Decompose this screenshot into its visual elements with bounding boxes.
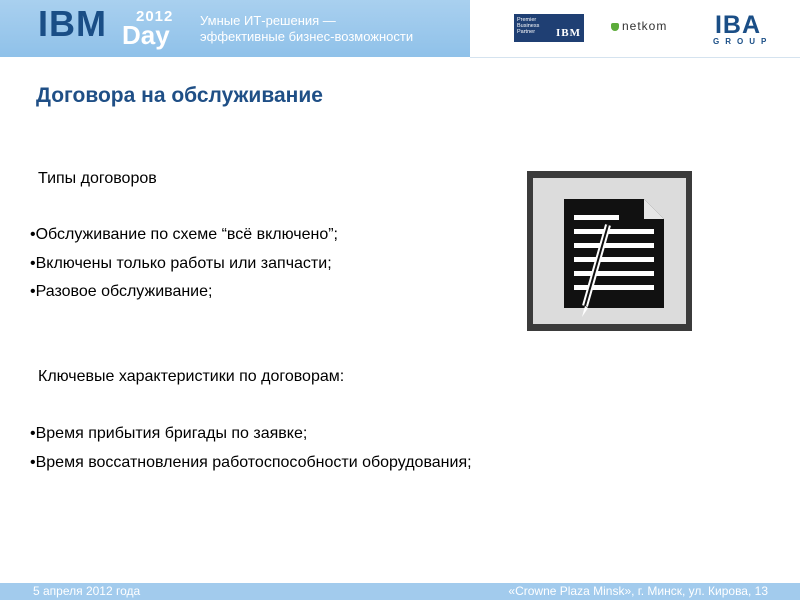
section-heading-contract-types: Типы договоров (38, 170, 157, 187)
document-pen-icon (527, 171, 692, 331)
partner-line-3: Partner (517, 29, 536, 35)
document-illustration (527, 171, 692, 331)
partner-ibm-mark: IBM (556, 27, 581, 39)
ibm-logo: IBM (38, 3, 107, 44)
iba-group-text: GROUP (713, 37, 773, 46)
header-banner (0, 0, 470, 57)
list-item: • Включены только работы или запчасти; (30, 255, 332, 273)
ibm-premier-partner-logo (514, 14, 584, 42)
list-item: • Время прибытия бригады по заявке; (30, 425, 307, 443)
tagline (200, 13, 450, 45)
iba-group-logo (708, 11, 773, 46)
list-item: • Время воссатновления работоспособности оборудования; (30, 454, 472, 472)
list-item: • Разовое обслуживание; (30, 283, 212, 301)
netkom-leaf-icon (611, 23, 619, 31)
footer-location: «Crowne Plaza Minsk», г. Минск, ул. Кирова, 13 (508, 584, 768, 598)
partner-line-1: Premier (517, 17, 537, 23)
netkom-text: netkom (622, 19, 668, 33)
slide-title: Договора на обслуживание (36, 84, 323, 107)
logo-day: Day (122, 20, 170, 50)
slide-header (0, 0, 800, 57)
tagline-line-2: эффективные бизнес-возможности (200, 29, 414, 44)
list-item: • Обслуживание по схеме “всё включено”; (30, 226, 338, 244)
tagline-line-1: Умные ИТ-решения — (200, 13, 336, 28)
iba-text: IBA (714, 11, 762, 39)
netkom-logo (611, 19, 667, 33)
section-heading-key-characteristics: Ключевые характеристики по договорам: (38, 368, 345, 385)
footer-date: 5 апреля 2012 года (33, 584, 141, 598)
logo-year: 2012 (136, 8, 174, 25)
partner-line-2: Business (517, 23, 540, 29)
slide-footer (0, 583, 800, 600)
